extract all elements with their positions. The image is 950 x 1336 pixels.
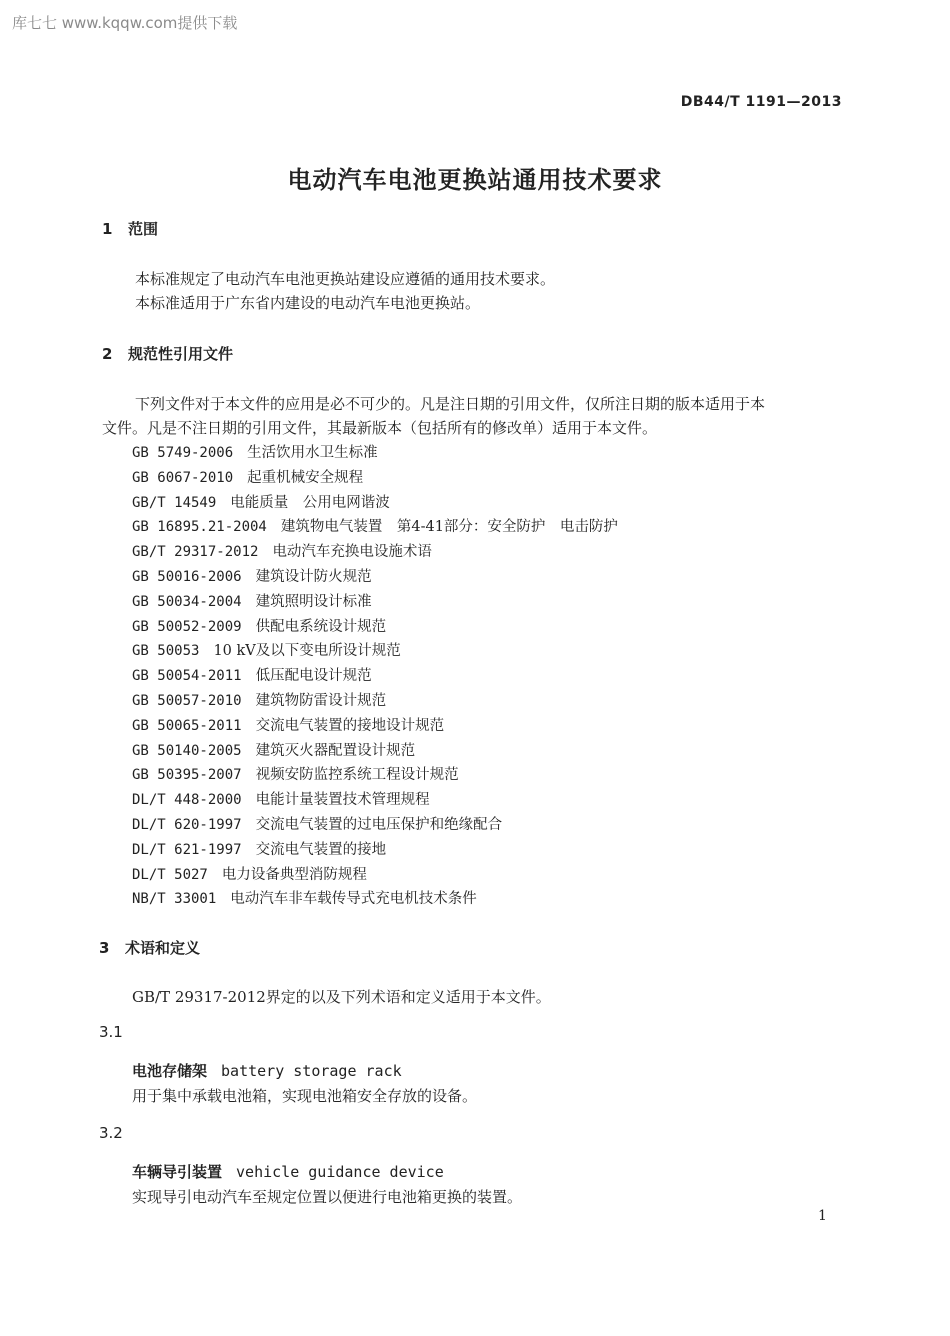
reference-code: GB 50140-2005	[132, 742, 242, 759]
reference-title: 10 kV及以下变电所设计规范	[213, 643, 401, 660]
reference-item	[132, 813, 502, 834]
reference-code: GB/T 14549	[132, 494, 217, 511]
reference-item	[132, 763, 459, 784]
reference-title: 起重机械安全规程	[247, 469, 364, 486]
reference-item	[132, 565, 372, 586]
term-english: vehicle guidance device	[236, 1163, 444, 1181]
reference-code: GB 5749-2006	[132, 445, 234, 461]
reference-title: 建筑照明设计标准	[255, 593, 372, 610]
reference-title: 电能质量 公用电网谐波	[230, 494, 390, 511]
reference-item	[132, 887, 477, 908]
reference-code: DL/T 448-2000	[132, 792, 242, 809]
section-2-heading	[102, 343, 233, 364]
reference-item	[132, 466, 363, 487]
reference-code: NB/T 33001	[132, 891, 217, 908]
reference-item	[132, 441, 378, 462]
reference-title: 建筑物电气装置 第4-41部分：安全防护 电击防护	[280, 519, 618, 536]
section-number: 2	[102, 345, 113, 363]
reference-title: 供配电系统设计规范	[255, 618, 387, 635]
reference-item	[132, 788, 430, 809]
reference-title: 建筑设计防火规范	[255, 569, 372, 585]
section-number: 3	[99, 939, 110, 957]
term-chinese: 电池存储架	[132, 1062, 208, 1080]
term-number: 3.1	[99, 1023, 123, 1041]
term-english: battery storage rack	[221, 1062, 402, 1080]
references-intro-line-1: 下列文件对于本文件的应用是必不可少的。凡是注日期的引用文件，仅所注日期的版本适用于本	[135, 395, 766, 413]
term-definition: 用于集中承载电池箱，实现电池箱安全存放的设备。	[132, 1087, 478, 1105]
reference-code: GB 50016-2006	[132, 569, 242, 585]
term-chinese: 车辆导引装置	[132, 1163, 223, 1181]
references-intro-line-2: 文件。凡是不注日期的引用文件，其最新版本（包括所有的修改单）适用于本文件。	[102, 419, 658, 437]
reference-code: GB 50053	[132, 643, 200, 660]
reference-title: 交流电气装置的接地	[255, 841, 387, 858]
section-title: 范围	[128, 220, 159, 238]
section-title: 规范性引用文件	[128, 345, 234, 363]
reference-item	[132, 689, 386, 710]
document-number: DB44/T 1191—2013	[680, 94, 842, 110]
reference-code: DL/T 5027	[132, 866, 208, 883]
reference-item	[132, 540, 432, 561]
reference-title: 建筑灭火器配置设计规范	[255, 742, 416, 759]
reference-title: 生活饮用水卫生标准	[247, 445, 378, 461]
scope-paragraph-1: 本标准规定了电动汽车电池更换站建设应遵循的通用技术要求。	[135, 270, 556, 288]
reference-title: 交流电气装置的过电压保护和绝缘配合	[255, 817, 503, 833]
reference-title: 电动汽车非车载传导式充电机技术条件	[230, 891, 477, 908]
reference-code: GB 50034-2004	[132, 593, 242, 610]
reference-item	[132, 739, 415, 760]
document-title: 电动汽车电池更换站通用技术要求	[287, 166, 663, 194]
reference-code: GB 16895.21-2004	[132, 519, 267, 536]
term-heading	[132, 1161, 444, 1182]
reference-title: 建筑物防雷设计规范	[255, 693, 387, 709]
reference-code: DL/T 621-1997	[132, 841, 242, 858]
term-heading	[132, 1060, 402, 1081]
reference-title: 交流电气装置的接地设计规范	[255, 717, 445, 734]
watermark: 库七七 www.kqqw.com提供下载	[12, 14, 238, 32]
reference-code: GB 6067-2010	[132, 469, 234, 486]
reference-code: GB 50395-2007	[132, 767, 242, 784]
reference-code: GB 50052-2009	[132, 618, 242, 635]
reference-code: GB 50054-2011	[132, 668, 242, 685]
reference-code: GB 50065-2011	[132, 717, 242, 734]
reference-code: DL/T 620-1997	[132, 817, 242, 833]
reference-code: GB 50057-2010	[132, 693, 242, 709]
reference-title: 视频安防监控系统工程设计规范	[255, 767, 459, 784]
reference-item	[132, 590, 372, 611]
reference-title: 电力设备典型消防规程	[221, 866, 367, 883]
reference-code: GB/T 29317-2012	[132, 544, 259, 561]
reference-title: 低压配电设计规范	[255, 668, 372, 685]
section-title: 术语和定义	[125, 939, 201, 957]
reference-item	[132, 664, 372, 685]
term-definition: 实现导引电动汽车至规定位置以便进行电池箱更换的装置。	[132, 1188, 523, 1206]
definitions-intro: GB/T 29317-2012界定的以及下列术语和定义适用于本文件。	[132, 988, 551, 1006]
section-number: 1	[102, 220, 113, 238]
reference-item	[132, 615, 386, 636]
reference-item	[132, 639, 401, 660]
section-3-heading	[99, 937, 200, 958]
page-number: 1	[818, 1208, 827, 1224]
scope-paragraph-2: 本标准适用于广东省内建设的电动汽车电池更换站。	[135, 294, 481, 312]
reference-item	[132, 491, 390, 512]
term-number: 3.2	[99, 1124, 123, 1142]
reference-item	[132, 714, 444, 735]
reference-item	[132, 838, 386, 859]
reference-title: 电动汽车充换电设施术语	[272, 544, 432, 561]
reference-item	[132, 515, 618, 536]
reference-title: 电能计量装置技术管理规程	[255, 792, 430, 809]
reference-item	[132, 863, 367, 884]
section-1-heading	[102, 218, 158, 239]
